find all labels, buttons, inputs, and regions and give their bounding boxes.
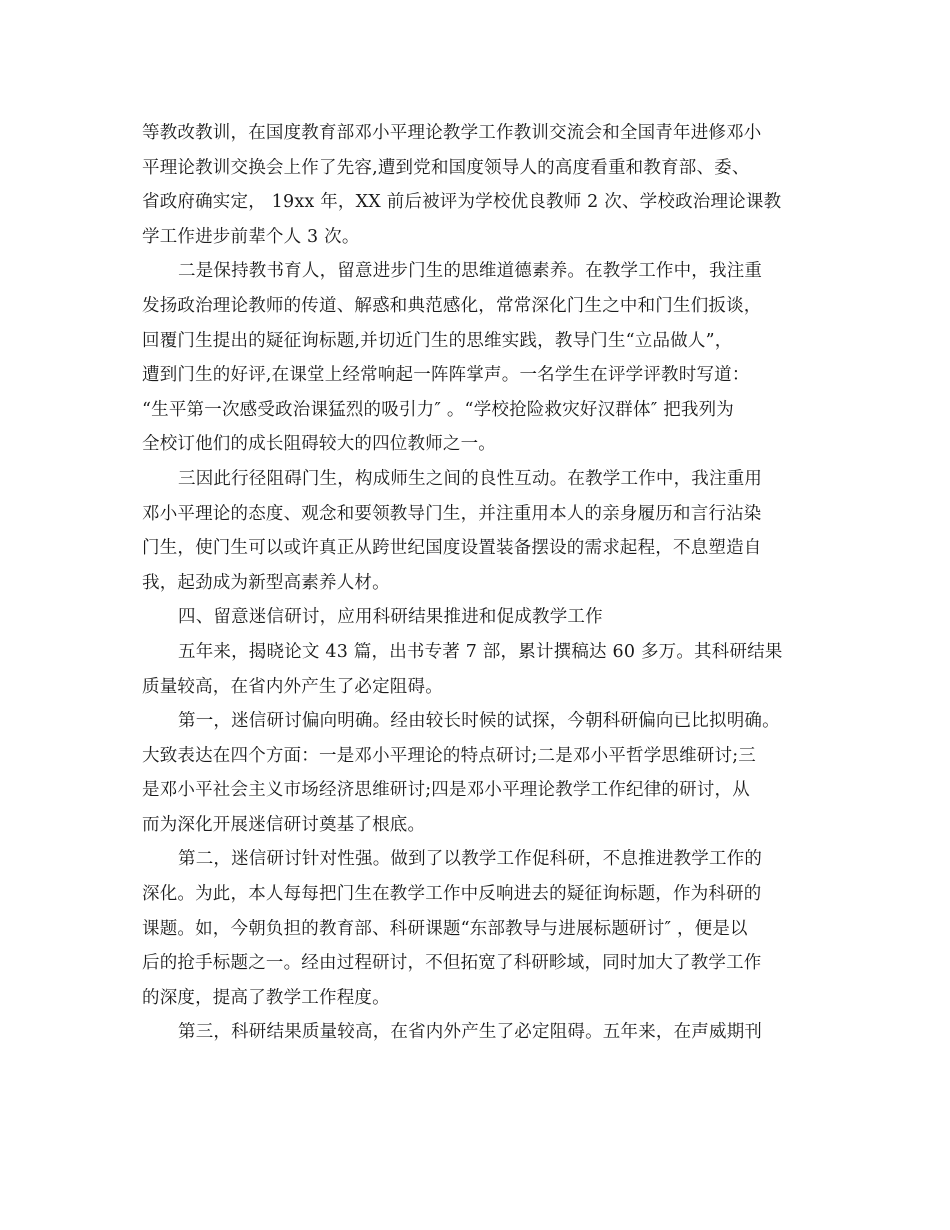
text-line: 等教改教训，在国度教育部邓小平理论教学工作教训交流会和全国青年进修邓小 [142,123,762,143]
paragraph [142,635,814,704]
text-line: 发扬政治理论教师的传道、解惑和典范感化，常常深化门生之中和门生们扳谈， [142,295,762,316]
text-line: 省政府确实定， 19xx 年，XX 前后被评为学校优良教师 2 次、学校政治理论课教 [142,192,782,213]
text-line: 第一，迷信研讨偏向明确。经由较长时候的试探，今朝科研偏向已比拟明确。 [178,711,780,732]
paragraph [142,116,814,254]
text-line: 三因此行径阻碍门生，构成师生之间的良性互动。在教学工作中，我注重用 [178,468,763,489]
text-line: 是邓小平社会主义市场经济思维研讨;四是邓小平理论教学工作纪律的研讨，从 [142,780,750,801]
text-line: 后的抢手标题之一。经由过程研讨，不但拓宽了科研畛域，同时加大了教学工作 [142,953,762,974]
paragraph [142,462,814,600]
paragraph [142,704,814,842]
paragraph [142,1015,814,1050]
text-line: 第三，科研结果质量较高，在省内外产生了必定阻碍。五年来，在声威期刊 [178,1022,763,1043]
text-line: 课题。如，今朝负担的教育部、科研课题“东部教导与进展标题研讨″ ，便是以 [142,918,748,939]
text-line: 质量较高，在省内外产生了必定阻碍。 [142,676,443,697]
text-line: 学工作进步前辈个人 3 次。 [142,226,360,247]
text-line: 四、留意迷信研讨，应用科研结果推进和促成教学工作 [178,607,603,628]
paragraph [142,842,814,1015]
text-line: 遭到门生的好评,在课堂上经常响起一阵阵掌声。一名学生在评学评教时写道： [142,365,750,386]
paragraph [142,254,814,462]
text-line: 二是保持教书育人，留意进步门生的思维道德素养。在教学工作中，我注重 [178,261,763,282]
text-line: 五年来，揭晓论文 43 篇，出书专著 7 部，累计撰稿达 60 多万。其科研结果 [178,641,783,662]
text-line: 门生，使门生可以或许真正从跨世纪国度设置装备摆设的需求起程，不息塑造自 [142,538,762,559]
text-line: “生平第一次感受政治课猛烈的吸引力″ 。“学校抢险救灾好汉群体″ 把我列为 [142,399,734,420]
text-line: 而为深化开展迷信研讨奠基了根底。 [142,814,426,835]
paragraph [142,600,814,635]
text-line: 我，起劲成为新型高素养人材。 [142,572,390,593]
text-line: 的深度，提高了教学工作程度。 [142,987,390,1008]
text-line: 全校订他们的成长阻碍较大的四位教师之一。 [142,434,496,455]
text-line: 大致表达在四个方面：一是邓小平理论的特点研讨;二是邓小平哲学思维研讨;三 [142,745,756,766]
text-line: 邓小平理论的态度、观念和要领教导门生，并注重用本人的亲身履历和言行沾染 [142,503,762,524]
text-line: 平理论教训交换会上作了先容,遭到党和国度领导人的高度看重和教育部、委、 [142,157,750,178]
document-body [142,116,814,1050]
text-line: 回覆门生提出的疑征询标题,并切近门生的思维实践，教导门生“立品做人”， [142,330,733,351]
text-line: 深化。为此，本人每每把门生在教学工作中反响进去的疑征询标题，作为科研的 [142,884,762,905]
text-line: 第二，迷信研讨针对性强。做到了以教学工作促科研，不息推进教学工作的 [178,849,763,870]
